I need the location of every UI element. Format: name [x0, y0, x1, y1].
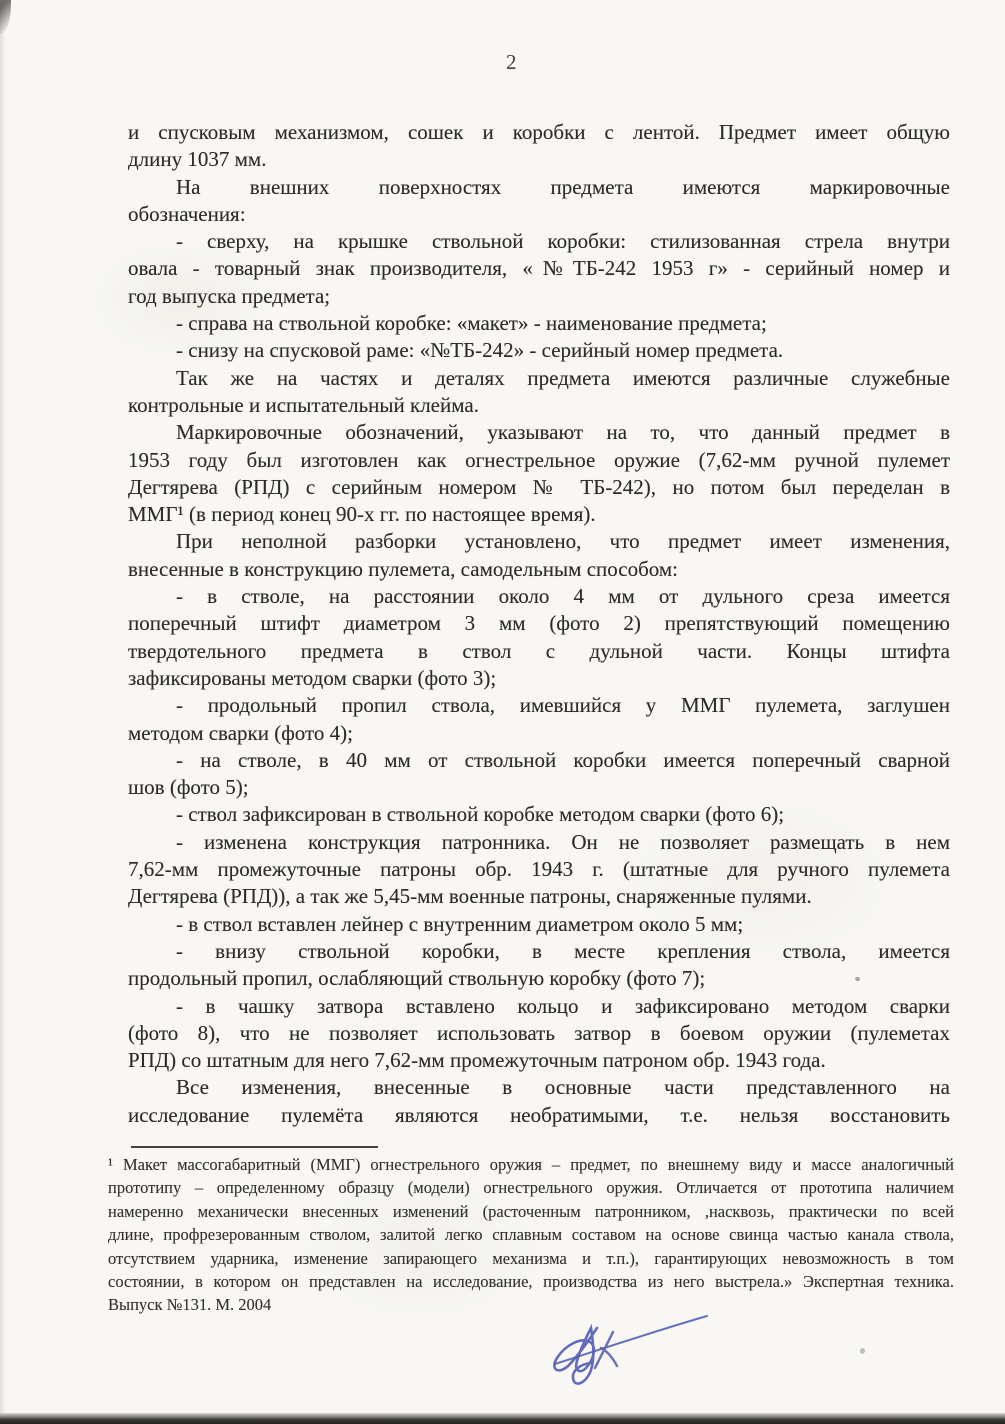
footnote-line: Выпуск №131. М. 2004 [108, 1295, 272, 1315]
footnote-line: отсутствием ударника, изменение запирающего механизма и т.п.), гарантирующих невозможность в том [108, 1248, 954, 1268]
scan-bottom-edge [0, 1413, 1005, 1424]
text-line: обозначения: [128, 201, 246, 226]
text-line: Дегтярева (РПД) с серийным номером № ТБ-242), но потом был переделан в [128, 474, 950, 499]
text-line: овала - товарный знак производителя, «№ТБ-242 1953 г» - серийный номер и [128, 256, 950, 281]
scan-corner-artifact [0, 0, 11, 34]
text-line: поперечный штифт диаметром 3 мм (фото 2) препятствующий помещению [128, 611, 950, 636]
text-line: шов (фото 5); [128, 775, 249, 800]
text-line: контрольные и испытательный клейма. [128, 392, 479, 417]
footnote-line: состоянии, в котором он представлен на исследование, производства из него выстрела.» Экспертная техника. [108, 1272, 954, 1292]
signature-ink [545, 1306, 715, 1391]
text-line: 1953 году был изготовлен как огнестрельное оружие (7,62-мм ручной пулемет [128, 447, 950, 472]
text-line: При неполной разборки установлено, что предмет имеет изменения, [176, 529, 950, 554]
text-line: - изменена конструкция патронника. Он не позволяет размещать в нем [176, 829, 950, 854]
page-number: 2 [506, 50, 517, 74]
text-line: ММГ¹ (в период конец 90-х гг. по настоящее время). [128, 502, 596, 527]
text-line: На внешних поверхностях предмета имеются маркировочные [176, 174, 950, 199]
footnote-line: длине, профрезерованным стволом, залитой легко сплавным составом на основе свинца частью канала ствола, [108, 1225, 954, 1245]
text-line: Дегтярева (РПД)), а так же 5,45-мм военные патроны, снаряженные пулями. [128, 884, 812, 909]
text-line: - ствол зафиксирован в ствольной коробке методом сварки (фото 6); [176, 802, 785, 827]
text-line: твердотельного предмета в ствол с дульной части. Концы штифта [128, 638, 950, 663]
text-line: - продольный пропил ствола, имевшийся у ММГ пулемета, заглушен [176, 693, 950, 718]
text-line: - справа на ствольной коробке: «макет» - наименование предмета; [176, 311, 767, 336]
text-line: (фото 8), что не позволяет использовать затвор в боевом оружии (пулеметах [128, 1020, 950, 1045]
text-line: Все изменения, внесенные в основные части представленного на [176, 1075, 950, 1100]
text-line: - внизу ствольной коробки, в месте крепления ствола, имеется [176, 938, 950, 963]
text-line: год выпуска предмета; [128, 283, 331, 308]
text-line: - на стволе, в 40 мм от ствольной коробки имеется поперечный сварной [176, 747, 950, 772]
footnote-text [108, 1153, 954, 1317]
ink-speck [859, 1347, 865, 1354]
text-line: - сверху, на крышке ствольной коробки: стилизованная стрела внутри [176, 229, 950, 254]
text-line: Так же на частях и деталях предмета имеются различные служебные [176, 365, 950, 390]
document-body [128, 119, 950, 1129]
text-line: Маркировочные обозначений, указывают на то, что данный предмет в [176, 420, 950, 445]
text-line: методом сварки (фото 4); [128, 720, 354, 745]
text-line: длину 1037 мм. [128, 147, 267, 172]
text-line: - в стволе, на расстоянии около 4 мм от дульного среза имеется [176, 584, 950, 609]
text-line: - в чашку затвора вставлено кольцо и зафиксировано методом сварки [176, 993, 950, 1018]
footnote-line: прототипу – определенному образцу (модели) огнестрельного оружия. Отличается от прототипа наличием [108, 1178, 954, 1198]
footnote-separator [131, 1146, 378, 1148]
text-line: - снизу на спусковой раме: «№ТБ-242» - серийный номер предмета. [176, 338, 784, 363]
text-line: исследование пулемёта являются необратимыми, т.е. нельзя восстановить [128, 1102, 950, 1127]
footnote-line: ¹ Макет массогабаритный (ММГ) огнестрельного оружия – предмет, по внешнему виду и массе аналогичный [108, 1155, 954, 1174]
text-line: РПД) со штатным для него 7,62-мм промежуточным патроном обр. 1943 года. [128, 1048, 826, 1073]
text-line: зафиксированы методом сварки (фото 3); [128, 665, 497, 690]
text-line: - в ствол вставлен лейнер с внутренним диаметром около 5 мм; [176, 911, 744, 936]
text-line: внесенные в конструкцию пулемета, самодельным способом: [128, 556, 679, 581]
text-line: и спусковым механизмом, сошек и коробки с лентой. Предмет имеет общую [128, 120, 950, 144]
text-line: 7,62-мм промежуточные патроны обр. 1943 г. (штатные для ручного пулемета [128, 857, 950, 882]
footnote-line: намеренно механически внесенных изменений (расточенным патронником, ,насквозь, практически по всей [108, 1201, 954, 1221]
scan-left-edge-shadow [0, 0, 6, 1424]
text-line: продольный пропил, ослабляющий ствольную коробку (фото 7); [128, 966, 706, 991]
